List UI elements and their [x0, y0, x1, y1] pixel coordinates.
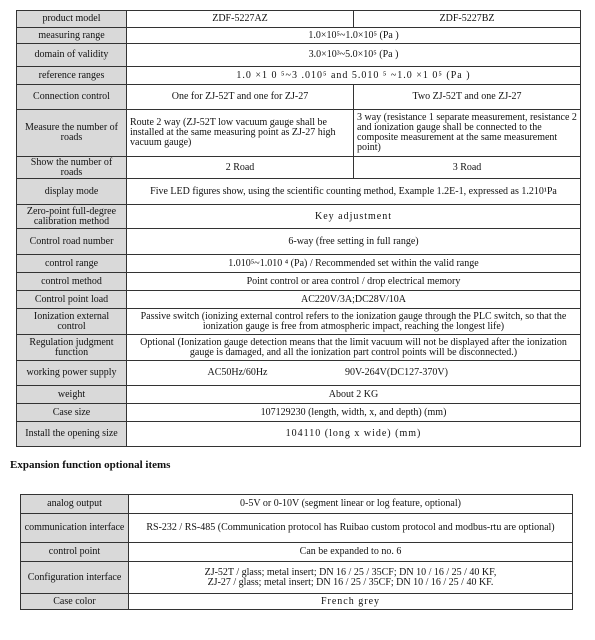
spec-label: Configuration interface [21, 562, 129, 594]
spec-value: 6-way (free setting in full range) [127, 229, 581, 255]
table-row [17, 309, 581, 335]
table-row [21, 562, 573, 594]
spec-label: Case color [21, 594, 129, 610]
spec-value: Can be expanded to no. 6 [129, 543, 573, 562]
table-row [17, 110, 581, 157]
spec-value-b: 3 way (resistance 1 separate measurement, resistance 2 and ionization gauge shall be connected to the composite measurement at the same measurement point) [354, 110, 581, 157]
power-ac: AC50Hz/60Hz [207, 367, 268, 378]
spec-value: 1.0×10⁵~1.0×10⁵ (Pa ) [127, 28, 581, 44]
config-line: ZJ-27 / glass; metal insert; DN 16 / 25 / 35CF; DN 10 / 16 / 25 / 40 KF. [207, 576, 494, 588]
spec-label: display mode [17, 179, 127, 205]
spec-value-a: One for ZJ-52T and one for ZJ-27 [127, 85, 354, 110]
spec-value: 0-5V or 0-10V (segment linear or log feature, optional) [129, 495, 573, 514]
spec-value: 104110 (long x wide) (mm) [127, 422, 581, 447]
spec-value: 107129230 (length, width, x, and depth) (mm) [127, 404, 581, 422]
spec-label: Connection control [17, 85, 127, 110]
spec-value: 1.0 ×1 0 ⁵~3 .010⁵ and 5.010 ⁵ ~1.0 ×1 0⁵ (Pa ) [127, 67, 581, 85]
spec-label: product model [17, 11, 127, 28]
table-row [17, 404, 581, 422]
table-row [17, 205, 581, 229]
spec-label: reference ranges [17, 67, 127, 85]
spec-label: communication interface [21, 514, 129, 543]
spec-value-b: Two ZJ-52T and one ZJ-27 [354, 85, 581, 110]
spec-label: Ionization external control [17, 309, 127, 335]
table-row [17, 386, 581, 404]
specification-table [16, 10, 581, 447]
spec-label: Case size [17, 404, 127, 422]
table-row [17, 291, 581, 309]
table-row [17, 44, 581, 67]
model-b-header: ZDF-5227BZ [354, 11, 581, 28]
table-row [17, 85, 581, 110]
expansion-heading: Expansion function optional items [10, 459, 171, 471]
table-row [17, 157, 581, 179]
spec-value-a: Route 2 way (ZJ-52T low vacuum gauge shall be installed at the same measuring point as ZJ-27 high vacuum gauge) [127, 110, 354, 157]
spec-label: Install the opening size [17, 422, 127, 447]
spec-label: Regulation judgment function [17, 335, 127, 361]
table-row [21, 495, 573, 514]
spec-value: Key adjustment [127, 205, 581, 229]
table-row [17, 273, 581, 291]
table-row [17, 255, 581, 273]
config-line: ZJ-52T / glass; metal insert; DN 16 / 25 / 35CF; DN 10 / 16 / 25 / 40 KF, [204, 566, 497, 578]
table-row [17, 179, 581, 205]
spec-value: AC220V/3A;DC28V/10A [127, 291, 581, 309]
table-row [17, 361, 581, 386]
spec-label: measuring range [17, 28, 127, 44]
table-row [17, 28, 581, 44]
spec-value: Point control or area control / drop electrical memory [127, 273, 581, 291]
spec-label: Measure the number of roads [17, 110, 127, 157]
power-dc: 90V-264V(DC127-370V) [345, 367, 448, 378]
spec-value-a: 2 Road [127, 157, 354, 179]
table-row [17, 229, 581, 255]
spec-value: About 2 KG [127, 386, 581, 404]
spec-label: domain of validity [17, 44, 127, 67]
spec-label: weight [17, 386, 127, 404]
model-a-header: ZDF-5227AZ [127, 11, 354, 28]
spec-value-b: 3 Road [354, 157, 581, 179]
spec-label: Zero-point full-degree calibration method [17, 205, 127, 229]
spec-label: Show the number of roads [17, 157, 127, 179]
spec-label: working power supply [17, 361, 127, 386]
spec-label: control point [21, 543, 129, 562]
spec-label: Control point load [17, 291, 127, 309]
spec-value: Passive switch (ionizing external control refers to the ionization gauge through the PLC switch, so that the ionization gauge is free from atmospheric impact, reaching the longest life) [127, 309, 581, 335]
table-row [17, 67, 581, 85]
spec-value [129, 562, 573, 594]
spec-value: RS-232 / RS-485 (Communication protocol has Ruibao custom protocol and modbus-rtu are optional) [129, 514, 573, 543]
table-row [17, 335, 581, 361]
spec-label: Control road number [17, 229, 127, 255]
spec-label: control method [17, 273, 127, 291]
spec-value [127, 361, 581, 386]
spec-label: control range [17, 255, 127, 273]
spec-label: analog output [21, 495, 129, 514]
spec-value: 3.0×10³~5.0×10⁵ (Pa ) [127, 44, 581, 67]
table-row [17, 422, 581, 447]
spec-value: Optional (Ionization gauge detection means that the limit vacuum will not be displayed after the ionization gauge is damaged, and all the ionization part control points will be disconnected.) [127, 335, 581, 361]
table-row [21, 543, 573, 562]
spec-value: Five LED figures show, using the scientific counting method, Example 1.2E-1, expressed as 1.210¹Pa [127, 179, 581, 205]
table-row [21, 594, 573, 610]
table-row [21, 514, 573, 543]
spec-value: 1.010⁵~1.010 ⁴ (Pa) / Recommended set within the valid range [127, 255, 581, 273]
table-row [17, 11, 581, 28]
expansion-table [20, 494, 573, 610]
spec-value: French grey [129, 594, 573, 610]
